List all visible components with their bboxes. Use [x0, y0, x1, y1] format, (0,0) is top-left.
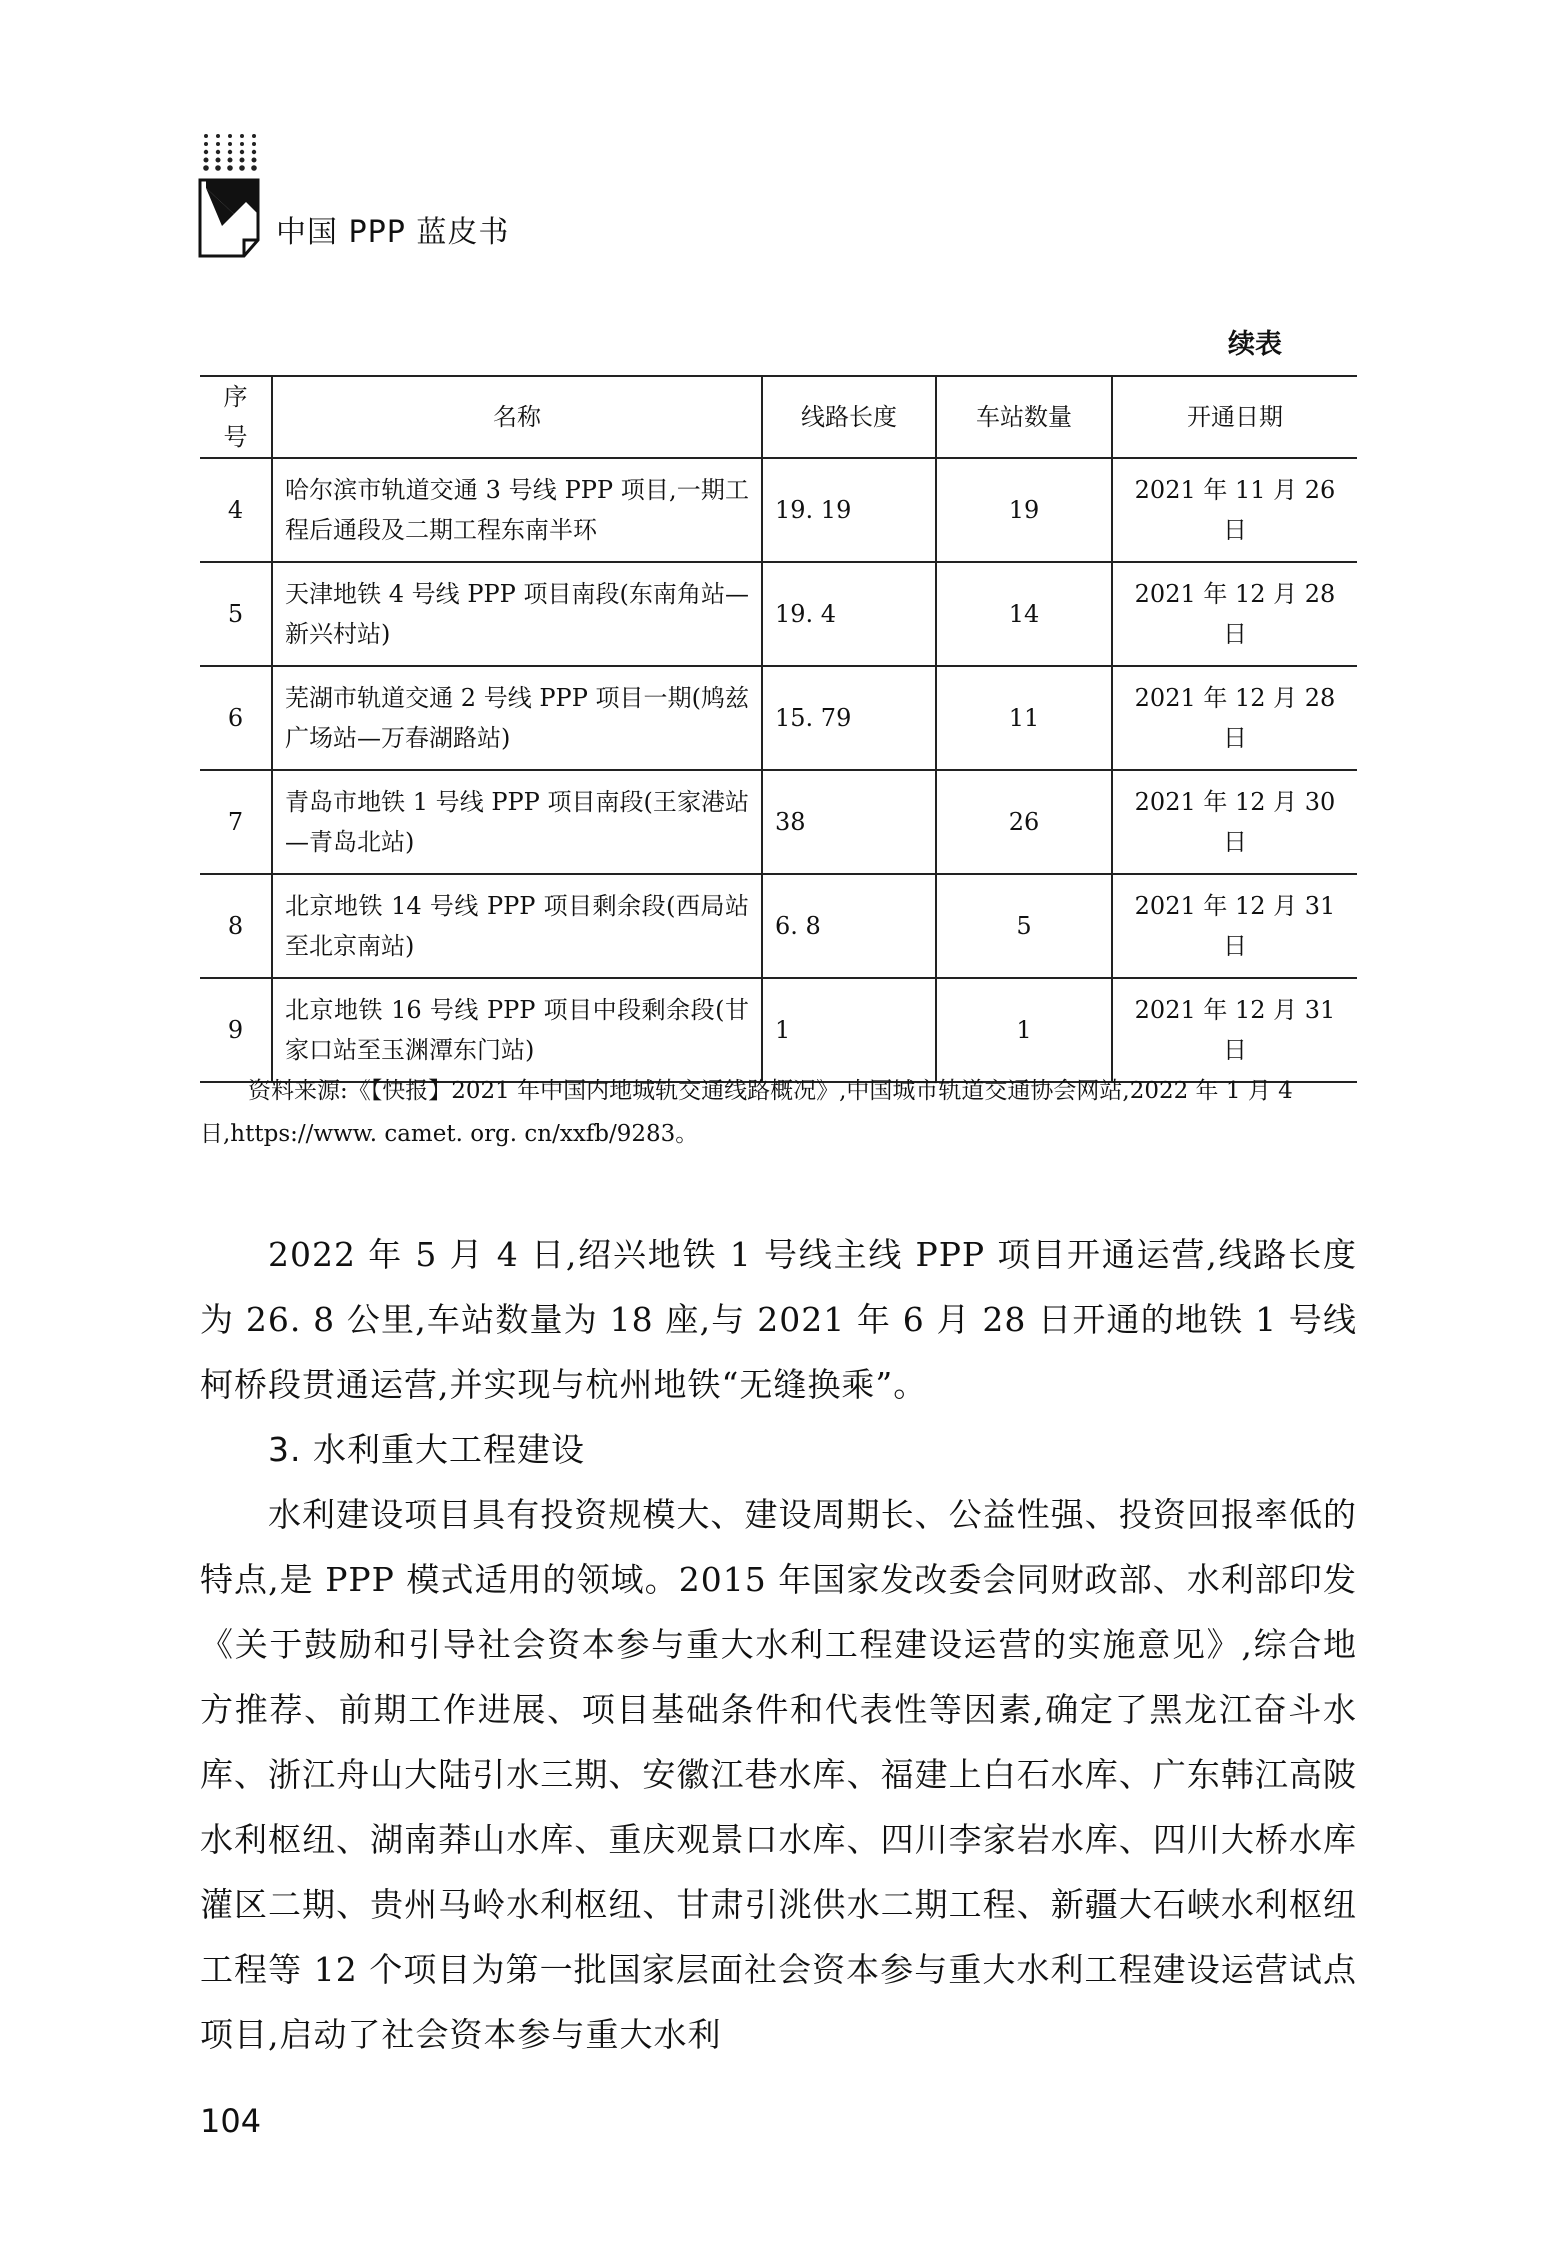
col-header-stations: 车站数量 — [936, 376, 1112, 458]
cell-date: 2021 年 12 月 31 日 — [1112, 874, 1357, 978]
cell-date: 2021 年 12 月 28 日 — [1112, 562, 1357, 666]
cell-name: 天津地铁 4 号线 PPP 项目南段(东南角站—新兴村站) — [272, 562, 762, 666]
table-source-note: 资料来源:《【快报】2021 年中国内地城轨交通线路概况》,中国城市轨道交通协会网站,2022 年 1 月 4 日,https://www. camet. org. cn/xxfb/9283。 — [200, 1078, 1293, 1147]
section-heading: 3. 水利重大工程建设 — [268, 1430, 585, 1469]
col-header-length: 线路长度 — [762, 376, 936, 458]
cell-length: 6. 8 — [762, 874, 936, 978]
table-row — [200, 978, 1357, 1082]
col-header-date: 开通日期 — [1112, 376, 1357, 458]
cell-date: 2021 年 12 月 28 日 — [1112, 666, 1357, 770]
table-continued-label: 续表 — [1228, 329, 1282, 360]
cell-name: 青岛市地铁 1 号线 PPP 项目南段(王家港站—青岛北站) — [272, 770, 762, 874]
cell-length: 15. 79 — [762, 666, 936, 770]
book-title: 中国 PPP 蓝皮书 — [276, 215, 510, 250]
cell-no: 5 — [200, 562, 272, 666]
col-header-no: 序号 — [200, 376, 272, 458]
cell-stations: 5 — [936, 874, 1112, 978]
cell-stations: 26 — [936, 770, 1112, 874]
body-text — [200, 1222, 1357, 2067]
metro-lines-table — [200, 375, 1357, 1083]
cell-name: 北京地铁 14 号线 PPP 项目剩余段(西局站至北京南站) — [272, 874, 762, 978]
cell-stations: 14 — [936, 562, 1112, 666]
cell-no: 6 — [200, 666, 272, 770]
cell-length: 38 — [762, 770, 936, 874]
table-row — [200, 666, 1357, 770]
cell-no: 9 — [200, 978, 272, 1082]
cell-length: 19. 19 — [762, 458, 936, 562]
table-row — [200, 770, 1357, 874]
cell-date: 2021 年 12 月 30 日 — [1112, 770, 1357, 874]
cell-no: 7 — [200, 770, 272, 874]
cell-no: 4 — [200, 458, 272, 562]
cell-no: 8 — [200, 874, 272, 978]
book-series-icon — [198, 130, 262, 260]
cell-stations: 11 — [936, 666, 1112, 770]
table-header-row — [200, 376, 1357, 458]
table-row — [200, 874, 1357, 978]
col-header-name: 名称 — [272, 376, 762, 458]
cell-name: 哈尔滨市轨道交通 3 号线 PPP 项目,一期工程后通段及二期工程东南半环 — [272, 458, 762, 562]
cell-stations: 1 — [936, 978, 1112, 1082]
cell-length: 19. 4 — [762, 562, 936, 666]
cell-date: 2021 年 11 月 26 日 — [1112, 458, 1357, 562]
cell-length: 1 — [762, 978, 936, 1082]
table-row — [200, 562, 1357, 666]
page-number: 104 — [200, 2102, 262, 2140]
cell-name: 芜湖市轨道交通 2 号线 PPP 项目一期(鸠兹广场站—万春湖路站) — [272, 666, 762, 770]
cell-date: 2021 年 12 月 31 日 — [1112, 978, 1357, 1082]
table-row — [200, 458, 1357, 562]
cell-stations: 19 — [936, 458, 1112, 562]
paragraph: 2022 年 5 月 4 日,绍兴地铁 1 号线主线 PPP 项目开通运营,线路长度为 26. 8 公里,车站数量为 18 座,与 2021 年 6 月 28 日开通的地铁 1 号线柯桥段贯通运营,并实现与杭州地铁“无缝换乘”。 — [200, 1235, 1357, 1404]
cell-name: 北京地铁 16 号线 PPP 项目中段剩余段(甘家口站至玉渊潭东门站) — [272, 978, 762, 1082]
paragraph: 水利建设项目具有投资规模大、建设周期长、公益性强、投资回报率低的特点,是 PPP 模式适用的领域。2015 年国家发改委会同财政部、水利部印发《关于鼓励和引导社会资本参与重大水利工程建设运营的实施意见》,综合地方推荐、前期工作进展、项目基础条件和代表性等因素,确定了黑龙江奋斗水库、浙江舟山大陆引水三期、安徽江巷水库、福建上白石水库、广东韩江高陂水利枢纽、湖南莽山水库、重庆观景口水库、四川李家岩水库、四川大桥水库灌区二期、贵州马岭水利枢纽、甘肃引洮供水二期工程、新疆大石峡水利枢纽工程等 12 个项目为第一批国家层面社会资本参与重大水利工程建设运营试点项目,启动了社会资本参与重大水利 — [200, 1495, 1357, 2054]
